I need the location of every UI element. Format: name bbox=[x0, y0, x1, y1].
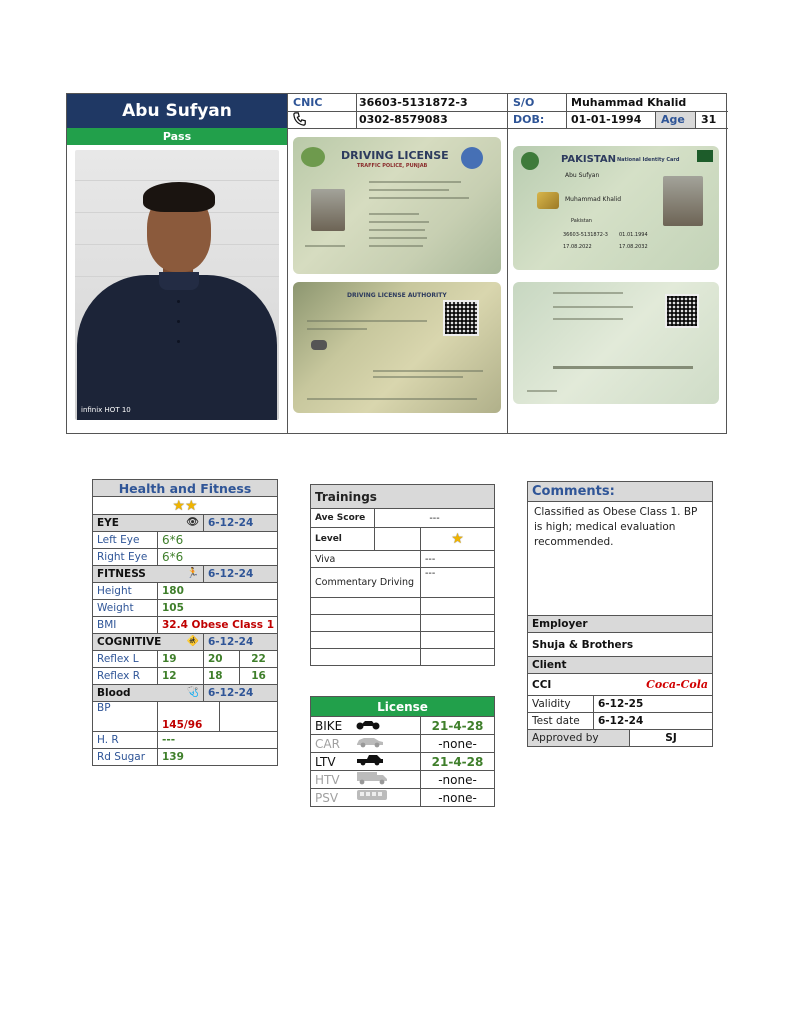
comments-text: Classified as Obese Class 1. BP is high; medical evaluation recommended. bbox=[528, 502, 713, 616]
license-value-psv: -none- bbox=[421, 789, 495, 807]
level-star-icon: ★ bbox=[451, 531, 464, 547]
eye-test-icon: 👁 bbox=[186, 517, 199, 528]
national-id-back bbox=[513, 282, 719, 404]
viva-label: Viva bbox=[311, 551, 421, 568]
validity-label: Validity bbox=[528, 696, 594, 713]
client-label: Client bbox=[528, 657, 713, 674]
nic-title: PAKISTAN bbox=[561, 154, 616, 165]
photo-watermark: infinix HOT 10 bbox=[81, 406, 131, 414]
sugar-value: 139 bbox=[158, 749, 278, 766]
nic-issue-date: 17.08.2022 bbox=[563, 244, 592, 250]
dob-label: DOB: bbox=[513, 113, 545, 126]
level-label: Level bbox=[311, 528, 375, 551]
commentary-label: Commentary Driving bbox=[311, 568, 421, 598]
commentary-value: --- bbox=[421, 568, 495, 598]
viva-value: --- bbox=[421, 551, 495, 568]
client-logo: Coca-Cola bbox=[630, 674, 713, 696]
candidate-photo bbox=[75, 150, 279, 420]
reflex-r-2: 18 bbox=[204, 668, 240, 685]
test-date-value: 6-12-24 bbox=[594, 713, 713, 730]
phone-icon bbox=[293, 112, 307, 131]
bmi-label: BMI bbox=[93, 617, 158, 634]
nic-name: Abu Sufyan bbox=[565, 172, 600, 179]
reflex-r-1: 12 bbox=[158, 668, 204, 685]
left-eye-label: Left Eye bbox=[93, 532, 158, 549]
sugar-label: Rd Sugar bbox=[93, 749, 158, 766]
hr-label: H. R bbox=[93, 732, 158, 749]
pickup-icon bbox=[351, 753, 421, 771]
profile-card bbox=[66, 93, 727, 434]
car-icon bbox=[351, 735, 421, 753]
blood-date: 6-12-24 bbox=[204, 685, 278, 702]
right-eye-label: Right Eye bbox=[93, 549, 158, 566]
license-value-car: -none- bbox=[421, 735, 495, 753]
status-badge: Pass bbox=[67, 128, 287, 145]
cognitive-test-icon: 🚸 bbox=[186, 636, 199, 647]
nic-country: Pakistan bbox=[571, 218, 592, 224]
license-title: License bbox=[311, 697, 495, 717]
license-type-psv: PSV bbox=[311, 789, 351, 807]
dl-front-subtitle: TRAFFIC POLICE, PUNJAB bbox=[357, 163, 428, 169]
nic-father: Muhammad Khalid bbox=[565, 196, 622, 203]
fitness-date: 6-12-24 bbox=[204, 566, 278, 583]
employer-label: Employer bbox=[528, 616, 713, 633]
blood-section: Blood 🩺 bbox=[93, 685, 204, 702]
weight-label: Weight bbox=[93, 600, 158, 617]
father-name: Muhammad Khalid bbox=[571, 96, 687, 109]
reflex-r-3: 16 bbox=[240, 668, 278, 685]
reflex-l-3: 22 bbox=[240, 651, 278, 668]
nic-number: 36603-5131872-3 bbox=[563, 232, 608, 238]
height-label: Height bbox=[93, 583, 158, 600]
candidate-name: Abu Sufyan bbox=[67, 94, 287, 128]
license-type-htv: HTV bbox=[311, 771, 351, 789]
health-title: Health and Fitness bbox=[93, 480, 278, 497]
license-value-htv: -none- bbox=[421, 771, 495, 789]
bp-label: BP bbox=[93, 702, 158, 732]
reflex-l-label: Reflex L bbox=[93, 651, 158, 668]
eye-date: 6-12-24 bbox=[204, 515, 278, 532]
employer-value: Shuja & Brothers bbox=[528, 633, 713, 657]
ave-score-value: --- bbox=[375, 509, 495, 528]
dob-value: 01-01-1994 bbox=[571, 113, 642, 126]
test-date-label: Test date bbox=[528, 713, 594, 730]
fitness-section: FITNESS 🏃 bbox=[93, 566, 204, 583]
approved-value: SJ bbox=[630, 730, 713, 747]
license-value-bike: 21-4-28 bbox=[421, 717, 495, 735]
license-type-bike: BIKE bbox=[311, 717, 351, 735]
age-value: 31 bbox=[701, 113, 717, 126]
trainings-title: Trainings bbox=[311, 485, 495, 509]
so-label: S/O bbox=[513, 96, 535, 109]
approved-label: Approved by bbox=[528, 730, 630, 747]
left-eye-value: 6*6 bbox=[158, 532, 278, 549]
reflex-l-1: 19 bbox=[158, 651, 204, 668]
running-icon: 🏃 bbox=[186, 568, 199, 579]
bmi-value: 32.4 Obese Class 1 bbox=[158, 617, 278, 634]
dl-back-title: DRIVING LICENSE AUTHORITY bbox=[347, 292, 447, 299]
nic-expiry-date: 17.08.2032 bbox=[619, 244, 648, 250]
license-type-ltv: LTV bbox=[311, 753, 351, 771]
hr-value: --- bbox=[158, 732, 278, 749]
health-rating-stars: ★★ bbox=[172, 497, 198, 514]
driving-license-back bbox=[293, 282, 501, 413]
cognitive-section: COGNITIVE 🚸 bbox=[93, 634, 204, 651]
license-value-ltv: 21-4-28 bbox=[421, 753, 495, 771]
weight-value: 105 bbox=[158, 600, 278, 617]
cnic-label: CNIC bbox=[293, 96, 323, 109]
health-fitness-table bbox=[92, 479, 278, 766]
national-id-front bbox=[513, 146, 719, 270]
license-type-car: CAR bbox=[311, 735, 351, 753]
client-value: CCI bbox=[528, 674, 630, 696]
license-table bbox=[310, 696, 495, 807]
bus-icon bbox=[351, 789, 421, 807]
blood-test-icon: 🩺 bbox=[186, 687, 199, 698]
eye-section: EYE 👁 bbox=[93, 515, 204, 532]
bp-value: 145/96 bbox=[158, 702, 220, 732]
driving-license-front bbox=[293, 137, 501, 274]
age-label: Age bbox=[661, 113, 685, 126]
motorbike-icon bbox=[351, 717, 421, 735]
comments-table bbox=[527, 481, 713, 747]
nic-dob: 01.01.1994 bbox=[619, 232, 648, 238]
cognitive-date: 6-12-24 bbox=[204, 634, 278, 651]
reflex-r-label: Reflex R bbox=[93, 668, 158, 685]
right-eye-value: 6*6 bbox=[158, 549, 278, 566]
trainings-table bbox=[310, 484, 495, 666]
reflex-l-2: 20 bbox=[204, 651, 240, 668]
height-value: 180 bbox=[158, 583, 278, 600]
validity-value: 6-12-25 bbox=[594, 696, 713, 713]
nic-subtitle: National Identity Card bbox=[617, 157, 680, 163]
comments-title: Comments: bbox=[528, 482, 713, 502]
cnic-value: 36603-5131872-3 bbox=[359, 96, 468, 109]
ave-score-label: Ave Score bbox=[311, 509, 375, 528]
truck-icon bbox=[351, 771, 421, 789]
dl-front-title: DRIVING LICENSE bbox=[341, 149, 449, 162]
phone-value: 0302-8579083 bbox=[359, 113, 448, 126]
